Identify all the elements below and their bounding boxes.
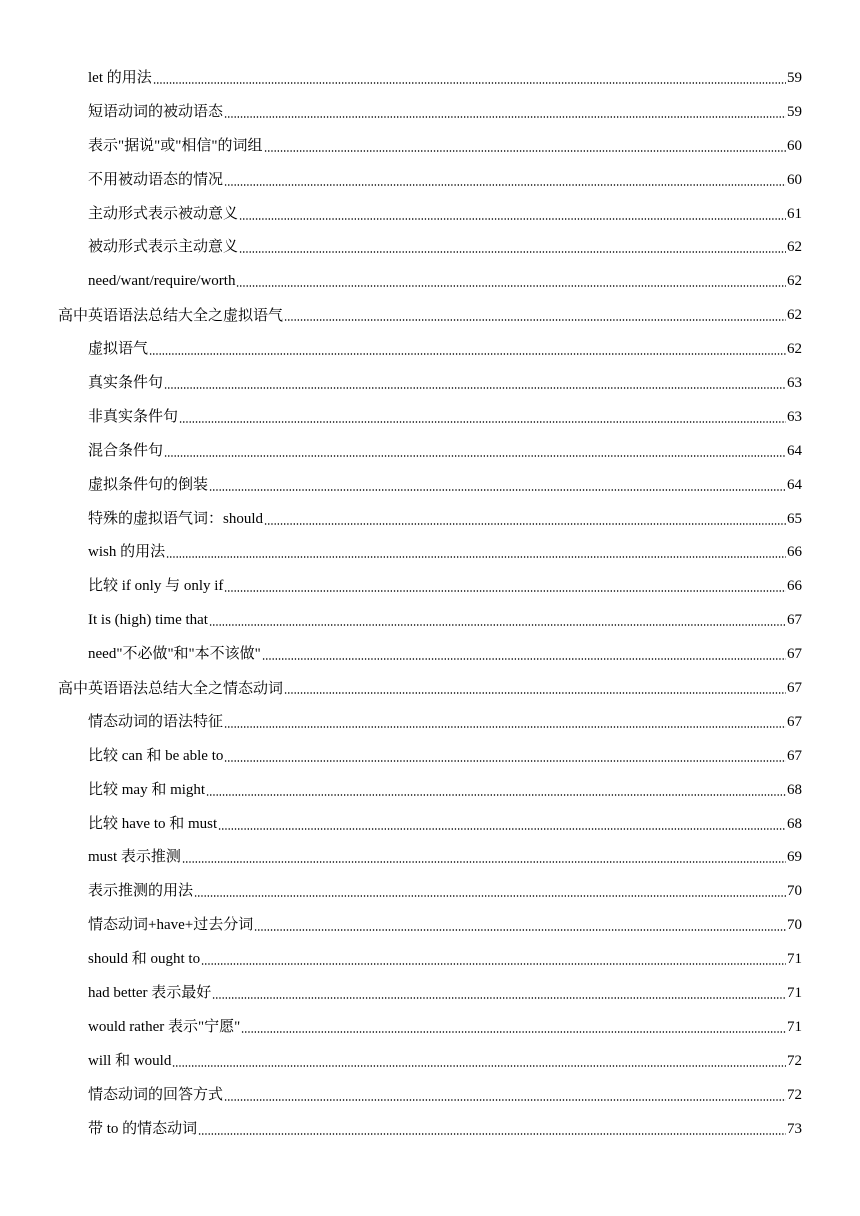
toc-page-number: 71 [787, 951, 802, 968]
toc-dot-leader [264, 523, 786, 525]
toc-entry-title: 高中英语语法总结大全之情态动词 [58, 678, 284, 697]
toc-section-entry[interactable] [0, 874, 860, 908]
toc-dot-leader [236, 285, 786, 287]
toc-entry-title: had better 表示最好 [88, 984, 212, 1001]
toc-page-number: 67 [787, 747, 802, 764]
toc-section-entry[interactable] [0, 1112, 860, 1146]
toc-section-entry[interactable] [0, 637, 860, 671]
toc-section-entry[interactable] [0, 705, 860, 739]
toc-page-number: 60 [787, 171, 802, 188]
toc-entry-title: need"不必做"和"本不该做" [88, 646, 261, 663]
toc-page-number: 64 [787, 476, 802, 493]
toc-dot-leader [179, 421, 786, 423]
toc-section-entry[interactable] [0, 569, 860, 603]
toc-dot-leader [201, 963, 786, 965]
toc-page-number: 63 [787, 408, 802, 425]
table-of-contents [0, 61, 860, 1146]
toc-dot-leader [284, 319, 786, 321]
toc-page-number: 72 [787, 1086, 802, 1103]
toc-dot-leader [224, 590, 786, 592]
toc-section-entry[interactable] [0, 1078, 860, 1112]
toc-section-entry[interactable] [0, 400, 860, 434]
toc-entry-title: 表示"据说"或"相信"的词组 [88, 137, 263, 154]
toc-page-number: 61 [787, 205, 802, 222]
toc-section-entry[interactable] [0, 807, 860, 841]
toc-entry-title: 虚拟语气 [88, 341, 149, 358]
toc-page-number: 68 [787, 815, 802, 832]
toc-page-number: 68 [787, 781, 802, 798]
toc-page-number: 69 [787, 849, 802, 866]
toc-dot-leader [254, 929, 786, 931]
toc-entry-title: 混合条件句 [88, 442, 164, 459]
toc-dot-leader [264, 150, 787, 152]
toc-entry-title: 主动形式表示被动意义 [88, 205, 239, 222]
toc-page-number: 64 [787, 442, 802, 459]
toc-page-number: 62 [787, 273, 802, 290]
toc-section-entry[interactable] [0, 197, 860, 231]
toc-entry-title: 真实条件句 [88, 374, 164, 391]
toc-page-number: 73 [787, 1120, 802, 1137]
toc-page-number: 65 [787, 510, 802, 527]
toc-entry-title: will 和 would [88, 1052, 172, 1069]
toc-section-entry[interactable] [0, 366, 860, 400]
toc-section-entry[interactable] [0, 908, 860, 942]
toc-entry-title: 表示推测的用法 [88, 883, 194, 900]
toc-entry-title: 被动形式表示主动意义 [88, 239, 239, 256]
toc-dot-leader [218, 828, 786, 830]
toc-dot-leader [224, 760, 786, 762]
toc-dot-leader [149, 353, 786, 355]
toc-dot-leader [172, 1065, 786, 1067]
toc-section-entry[interactable] [0, 773, 860, 807]
toc-dot-leader [212, 997, 786, 999]
toc-entry-title: need/want/require/worth [88, 273, 236, 290]
toc-page-number: 59 [787, 103, 802, 120]
toc-page-number: 59 [787, 69, 802, 86]
toc-section-entry[interactable] [0, 1010, 860, 1044]
toc-section-entry[interactable] [0, 95, 860, 129]
toc-entry-title: 情态动词+have+过去分词 [88, 917, 254, 934]
toc-entry-title: 比较 can 和 be able to [88, 747, 224, 764]
toc-entry-title: would rather 表示"宁愿" [88, 1018, 241, 1035]
toc-entry-title: wish 的用法 [88, 544, 166, 561]
toc-section-entry[interactable] [0, 976, 860, 1010]
toc-dot-leader [164, 455, 786, 457]
toc-page-number: 72 [787, 1052, 802, 1069]
toc-page-number: 62 [787, 239, 802, 256]
toc-page-number: 67 [787, 612, 802, 629]
toc-entry-title: 虚拟条件句的倒装 [88, 476, 209, 493]
toc-dot-leader [182, 861, 786, 863]
toc-page-number: 71 [787, 984, 802, 1001]
toc-page-number: 66 [787, 544, 802, 561]
toc-entry-title: 比较 if only 与 only if [88, 578, 224, 595]
toc-page-number: 60 [787, 137, 802, 154]
toc-entry-title: 高中英语语法总结大全之虚拟语气 [58, 306, 284, 325]
toc-dot-leader [209, 624, 786, 626]
toc-entry-title: must 表示推测 [88, 849, 181, 866]
toc-entry-title: 带 to 的情态动词 [88, 1120, 198, 1137]
toc-entry-title: 情态动词的语法特征 [88, 713, 224, 730]
toc-section-entry[interactable] [0, 1044, 860, 1078]
toc-section-entry[interactable] [0, 163, 860, 197]
toc-page-number: 62 [787, 307, 802, 324]
toc-entry-title: 情态动词的回答方式 [88, 1086, 224, 1103]
toc-entry-title: 非真实条件句 [88, 408, 179, 425]
toc-page-number: 67 [787, 679, 802, 696]
toc-section-entry[interactable] [0, 434, 860, 468]
toc-entry-title: It is (high) time that [88, 612, 208, 629]
toc-dot-leader [164, 387, 786, 389]
toc-entry-title: 不用被动语态的情况 [88, 171, 224, 188]
toc-dot-leader [239, 218, 786, 220]
toc-dot-leader [209, 489, 786, 491]
toc-section-entry[interactable] [0, 129, 860, 163]
toc-entry-title: should 和 ought to [88, 951, 201, 968]
toc-section-entry[interactable] [0, 61, 860, 95]
toc-dot-leader [224, 1099, 786, 1101]
toc-entry-title: 比较 have to 和 must [88, 815, 218, 832]
toc-dot-leader [284, 692, 786, 694]
toc-dot-leader [239, 251, 786, 253]
toc-chapter-entry[interactable] [0, 298, 860, 332]
toc-section-entry[interactable] [0, 332, 860, 366]
toc-entry-title: 短语动词的被动语态 [88, 103, 224, 120]
toc-dot-leader [224, 116, 786, 118]
toc-dot-leader [224, 726, 786, 728]
toc-page-number: 71 [787, 1018, 802, 1035]
toc-dot-leader [224, 184, 786, 186]
toc-page-number: 70 [787, 917, 802, 934]
toc-chapter-entry[interactable] [0, 671, 860, 705]
toc-section-entry[interactable] [0, 840, 860, 874]
toc-section-entry[interactable] [0, 535, 860, 569]
toc-section-entry[interactable] [0, 942, 860, 976]
toc-dot-leader [153, 82, 786, 84]
toc-page-number: 62 [787, 341, 802, 358]
toc-section-entry[interactable] [0, 603, 860, 637]
toc-page-number: 66 [787, 578, 802, 595]
toc-entry-title: let 的用法 [88, 69, 152, 86]
toc-section-entry[interactable] [0, 739, 860, 773]
toc-section-entry[interactable] [0, 502, 860, 536]
toc-section-entry[interactable] [0, 468, 860, 502]
toc-page-number: 67 [787, 646, 802, 663]
toc-page-number: 63 [787, 374, 802, 391]
toc-page-number: 67 [787, 713, 802, 730]
toc-page-number: 70 [787, 883, 802, 900]
toc-entry-title: 比较 may 和 might [88, 781, 206, 798]
toc-dot-leader [241, 1031, 786, 1033]
toc-entry-title: 特殊的虚拟语气词：should [88, 510, 264, 527]
toc-section-entry[interactable] [0, 264, 860, 298]
toc-dot-leader [262, 658, 786, 660]
toc-dot-leader [194, 895, 786, 897]
toc-dot-leader [166, 556, 786, 558]
toc-dot-leader [198, 1133, 786, 1135]
toc-section-entry[interactable] [0, 230, 860, 264]
toc-dot-leader [206, 794, 786, 796]
